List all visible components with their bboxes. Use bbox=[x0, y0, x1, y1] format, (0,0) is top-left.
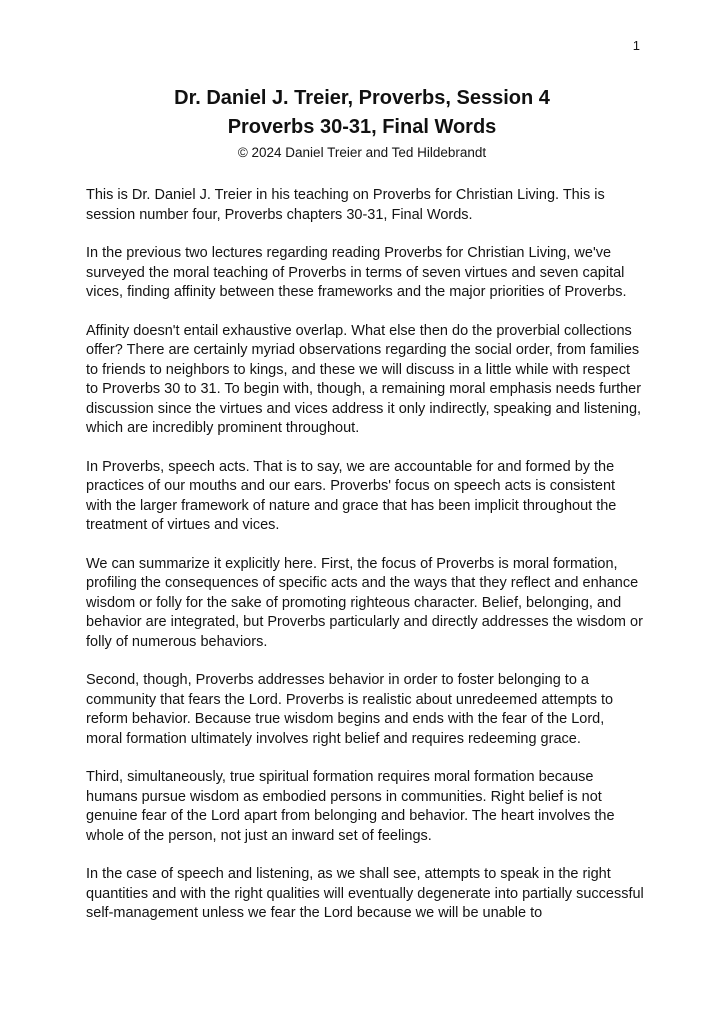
paragraph: Second, though, Proverbs addresses behavior in order to foster belonging to a community that fears the Lord. Proverbs is realistic about unredeemed attempts to reform behavior. Because true wisdom begins and ends with the fear of the Lord, moral formation ultimately involves right belief and requires redeeming grace. bbox=[86, 672, 614, 747]
document-header bbox=[0, 0, 724, 162]
copyright-notice: © 2024 Daniel Treier and Ted Hildebrandt bbox=[237, 145, 487, 160]
document-title-line-1: Dr. Daniel J. Treier, Proverbs, Session 4 bbox=[174, 87, 550, 109]
paragraph: In the case of speech and listening, as we shall see, attempts to speak in the right quantities and with the right qualities will eventually degenerate into partially successful self-management unless we fear the Lord because we will be unable to bbox=[86, 866, 644, 921]
paragraph: In the previous two lectures regarding reading Proverbs for Christian Living, we've surveyed the moral teaching of Proverbs in terms of seven virtues and seven capital vices, finding affinity between these frameworks and the major priorities of Proverbs. bbox=[86, 245, 627, 300]
paragraph: Third, simultaneously, true spiritual formation requires moral formation because humans pursue wisdom as embodied persons in communities. Right belief is not genuine fear of the Lord apart from belonging and behavior. The heart involves the whole of the person, not just an inward set of feelings. bbox=[86, 769, 615, 844]
paragraph: In Proverbs, speech acts. That is to say, we are accountable for and formed by the practices of our mouths and our ears. Proverbs' focus on speech acts is consistent with the larger framework of nature and grace that has been implicit throughout the treatment of virtues and vices. bbox=[86, 458, 617, 533]
paragraph: This is Dr. Daniel J. Treier in his teaching on Proverbs for Christian Living. This is session number four, Proverbs chapters 30-31, Final Words. bbox=[86, 187, 605, 223]
paragraph: We can summarize it explicitly here. First, the focus of Proverbs is moral formation, profiling the consequences of specific acts and the ways that they reflect and enhance wisdom or folly for the sake of promoting righteous character. Belief, belonging, and behavior are integrated, but Proverbs particularly and directly addresses the wisdom or folly of numerous behaviors. bbox=[86, 555, 643, 650]
document-title-line-2: Proverbs 30-31, Final Words bbox=[227, 116, 497, 138]
document-body bbox=[86, 186, 644, 924]
paragraph: Affinity doesn't entail exhaustive overlap. What else then do the proverbial collections offer? There are certainly myriad observations regarding the social order, from families to friends to neighbors to kings, and these we will discuss in a little while with respect to Proverbs 30 to 31. To begin with, though, a remaining moral emphasis needs further discussion since the virtues and vices address it only indirectly, speaking and listening, which are incredibly prominent throughout. bbox=[86, 322, 642, 436]
page-number: 1 bbox=[632, 38, 640, 53]
